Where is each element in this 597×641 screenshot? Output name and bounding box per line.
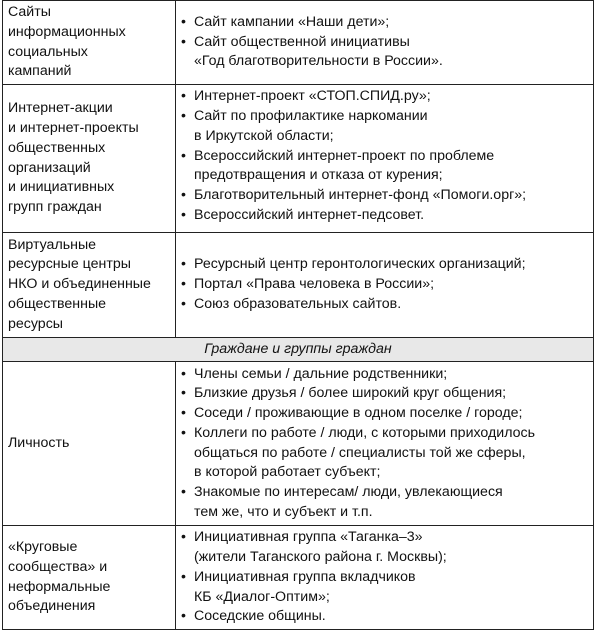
list-item xyxy=(181,275,588,295)
item-text: Члены семьи / дальние родственники; xyxy=(194,365,448,382)
list-item xyxy=(181,424,588,483)
example-list xyxy=(181,87,588,226)
table-row xyxy=(3,233,594,338)
bullet-icon: • xyxy=(181,147,186,164)
item-text: Сайт кампании «Наши дети»; xyxy=(194,13,390,30)
section-header: Граждане и группы граждан xyxy=(3,338,594,362)
item-text: Всероссийский интернет-проект по проблеме предотвращения и отказа от курения; xyxy=(194,147,495,184)
item-text: Портал «Права человека в России»; xyxy=(194,276,435,293)
item-text: Близкие друзья / более широкий круг общения; xyxy=(194,385,507,402)
item-text: Соседи / проживающие в одном поселке / городе; xyxy=(194,405,523,422)
list-item xyxy=(181,404,588,424)
bullet-icon: • xyxy=(181,424,186,441)
item-text: Соседские общины. xyxy=(194,608,326,625)
table-row xyxy=(3,526,594,630)
category-text: Интернет-акции и интернет-проекты общественных организаций и инициативных групп граждан xyxy=(8,100,139,216)
category-text: «Круговые сообщества» и неформальные объединения xyxy=(8,539,111,615)
list-item xyxy=(181,186,588,206)
item-text: Интернет-проект «СТОП.СПИД.ру»; xyxy=(194,88,431,105)
example-list xyxy=(181,13,588,72)
list-item xyxy=(181,87,588,107)
row-examples xyxy=(176,233,594,338)
bullet-icon: • xyxy=(181,107,186,124)
document-table xyxy=(2,0,594,630)
table-row xyxy=(3,1,594,85)
bullet-icon: • xyxy=(181,365,186,382)
row-examples xyxy=(176,362,594,526)
list-item xyxy=(181,33,588,73)
row-category xyxy=(3,1,176,85)
list-item xyxy=(181,295,588,315)
list-item xyxy=(181,147,588,187)
list-item xyxy=(181,607,588,627)
list-item xyxy=(181,568,588,608)
bullet-icon: • xyxy=(181,608,186,625)
example-list xyxy=(181,365,588,523)
row-category xyxy=(3,85,176,233)
bullet-icon: • xyxy=(181,484,186,501)
item-text: Инициативная группа вкладчиков КБ «Диалог-Оптим»; xyxy=(194,568,416,605)
bullet-icon: • xyxy=(181,405,186,422)
list-item xyxy=(181,255,588,275)
item-text: Союз образовательных сайтов. xyxy=(194,296,402,313)
category-text: Виртуальные ресурсные центры НКО и объединенные общественные ресурсы xyxy=(8,236,151,332)
bullet-icon: • xyxy=(181,13,186,30)
row-examples xyxy=(176,526,594,630)
bullet-icon: • xyxy=(181,256,186,273)
row-examples xyxy=(176,1,594,85)
bullet-icon: • xyxy=(181,296,186,313)
item-text: Инициативная группа «Таганка–3» (жители Таганского района г. Москвы); xyxy=(194,529,447,565)
row-category xyxy=(3,362,176,526)
section-header-row xyxy=(3,338,594,362)
bullet-icon: • xyxy=(181,88,186,105)
list-item xyxy=(181,365,588,385)
list-item xyxy=(181,13,588,33)
table-row xyxy=(3,85,594,233)
item-text: Сайт по профилактике наркомании в Иркутской области; xyxy=(194,107,428,144)
list-item xyxy=(181,206,588,226)
item-text: Знакомые по интересам/ люди, увлекающиеся тем же, что и субъект и т.п. xyxy=(194,484,503,521)
row-examples xyxy=(176,85,594,233)
row-category xyxy=(3,526,176,630)
category-text: Сайты информационных социальных кампаний xyxy=(8,4,126,80)
table-row xyxy=(3,362,594,526)
list-item xyxy=(181,528,588,568)
bullet-icon: • xyxy=(181,568,186,585)
bullet-icon: • xyxy=(181,529,186,546)
bullet-icon: • xyxy=(181,385,186,402)
list-item xyxy=(181,107,588,147)
example-list xyxy=(181,255,588,314)
item-text: Благотворительный интернет-фонд «Помоги.орг»; xyxy=(194,187,527,204)
item-text: Ресурсный центр геронтологических организаций; xyxy=(194,256,526,273)
list-item xyxy=(181,483,588,523)
row-category xyxy=(3,233,176,338)
bullet-icon: • xyxy=(181,276,186,293)
item-text: Сайт общественной инициативы «Год благотворительности в России». xyxy=(194,33,443,70)
bullet-icon: • xyxy=(181,206,186,223)
list-item xyxy=(181,384,588,404)
example-list xyxy=(181,528,588,627)
bullet-icon: • xyxy=(181,187,186,204)
bullet-icon: • xyxy=(181,33,186,50)
item-text: Коллеги по работе / люди, с которыми приходилось общаться по работе / специалисты той же сферы, в которой работает субъект; xyxy=(194,424,536,481)
item-text: Всероссийский интернет-педсовет. xyxy=(194,206,425,223)
category-text: Личность xyxy=(8,434,70,451)
